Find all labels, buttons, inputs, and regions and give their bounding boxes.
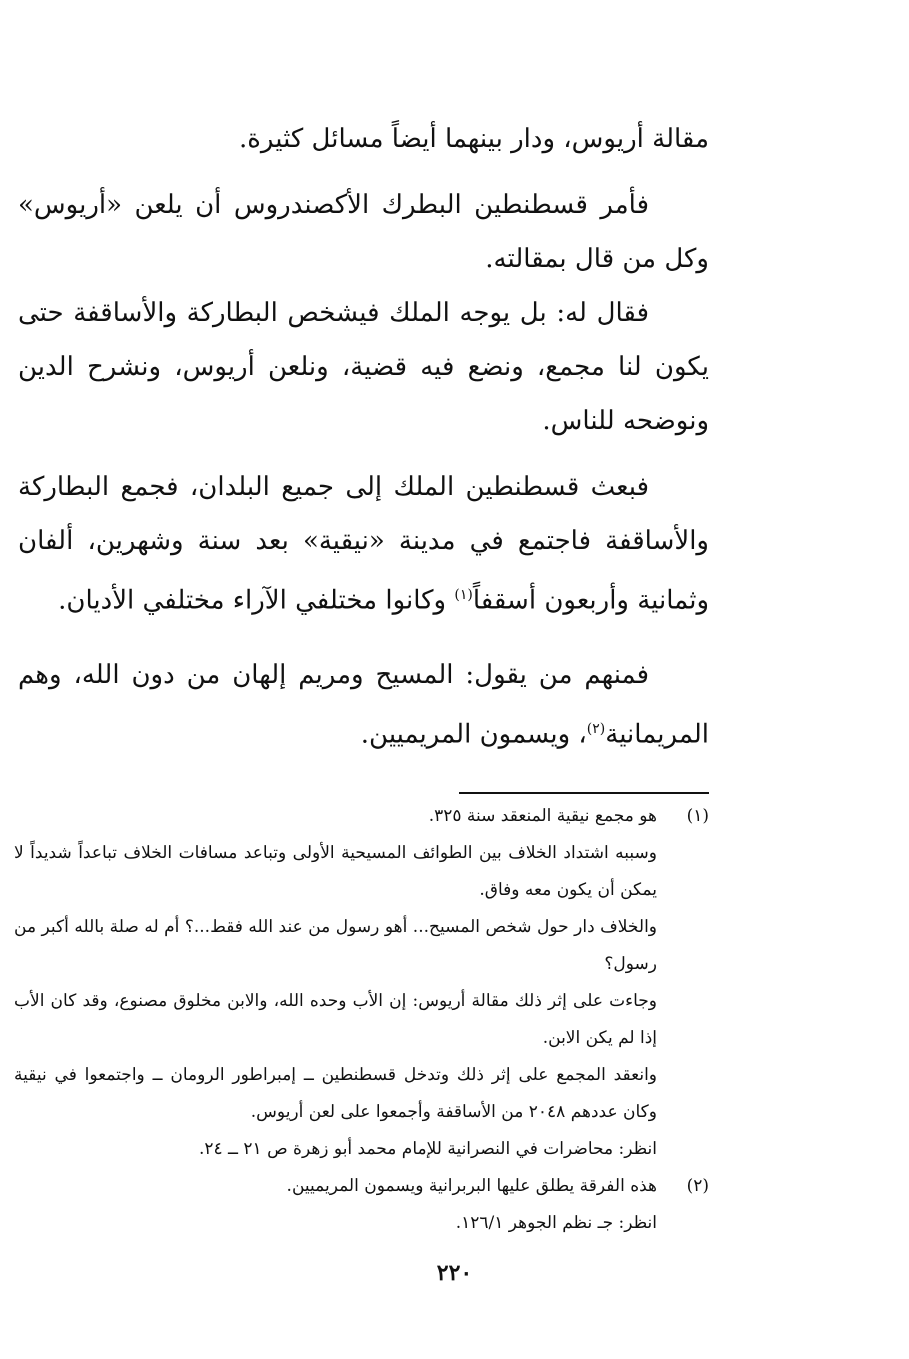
footnote-number: (١) bbox=[686, 806, 709, 826]
paragraph-5 bbox=[18, 648, 709, 762]
footnote-number: (٢) bbox=[686, 1176, 709, 1196]
paragraph-3: فقال له: بل يوجه الملك فيشخص البطاركة والأساقفة حتى يكون لنا مجمع، ونضع فيه قضية، ونلعن أريوس، ونشرح الدين ونوضحه للناس. bbox=[18, 298, 710, 436]
footnote-line: هذه الفرقة يطلق عليها البربرانية ويسمون المريميين. bbox=[286, 1176, 657, 1196]
footnotes bbox=[14, 798, 709, 1242]
paragraph-5-text-a: فمنهم من يقول: المسيح ومريم إلهان من دون الله، وهم المريمانية bbox=[18, 659, 709, 750]
footnote-body bbox=[14, 798, 657, 1168]
footnote-line: والخلاف دار حول شخص المسيح... أهو رسول من عند الله فقط...؟ أم له صلة بالله أكبر من رسول؟ bbox=[14, 917, 657, 974]
footnote-1 bbox=[14, 798, 709, 1168]
page-number: ٢٢٠ bbox=[436, 1260, 473, 1286]
footnote-line: وسببه اشتداد الخلاف بين الطوائف المسيحية الأولى وتباعد مسافات الخلاف تباعداً شديداً لا يمكن أن يكون معه وفاق. bbox=[14, 843, 657, 900]
footnote-separator bbox=[459, 792, 709, 794]
footnote-line: وجاءت على إثر ذلك مقالة أريوس: إن الأب وحده الله، والابن مخلوق مصنوع، وقد كان الأب إذا لم يكن الابن. bbox=[14, 991, 657, 1048]
paragraph-4-text-a: فبعث قسطنطين الملك إلى جميع البلدان، فجمع البطاركة والأساقفة فاجتمع في مدينة «نيقية» بعد سنة وشهرين، ألفان وثمانية وأربعون أسقفاً bbox=[18, 472, 709, 616]
footnote-line: هو مجمع نيقية المنعقد سنة ٣٢٥. bbox=[428, 806, 657, 826]
footnote-line: انظر: محاضرات في النصرانية للإمام محمد أبو زهرة ص ٢١ ــ ٢٤. bbox=[198, 1139, 657, 1159]
paragraph-1: مقالة أريوس، ودار بينهما أيضاً مسائل كثيرة. bbox=[238, 124, 709, 154]
footnote-ref-1: (١) bbox=[454, 587, 473, 603]
footnote-line: وانعقد المجمع على إثر ذلك وتدخل قسطنطين ــ إمبراطور الرومان ــ واجتمعوا في نيقية وكان عددهم ٢٠٤٨ من الأساقفة وأجمعوا على لعن أريوس. bbox=[14, 1065, 657, 1122]
footnote-body bbox=[14, 1168, 657, 1242]
paragraph-4 bbox=[18, 460, 709, 628]
main-text bbox=[18, 112, 709, 761]
footnote-ref-2: (٢) bbox=[586, 720, 606, 737]
paragraph-5-text-b: ، ويسمون المريميين. bbox=[360, 719, 587, 750]
footnote-2 bbox=[14, 1168, 709, 1242]
footnote-line: انظر: جـ نظم الجوهر ١٢٦/١. bbox=[455, 1213, 657, 1233]
paragraph-2: فأمر قسطنطين البطرك الأكصندروس أن يلعن «أريوس» وكل من قال بمقالته. bbox=[18, 190, 709, 274]
paragraph-4-text-b: وكانوا مختلفي الآراء مختلفي الأديان. bbox=[58, 585, 455, 616]
